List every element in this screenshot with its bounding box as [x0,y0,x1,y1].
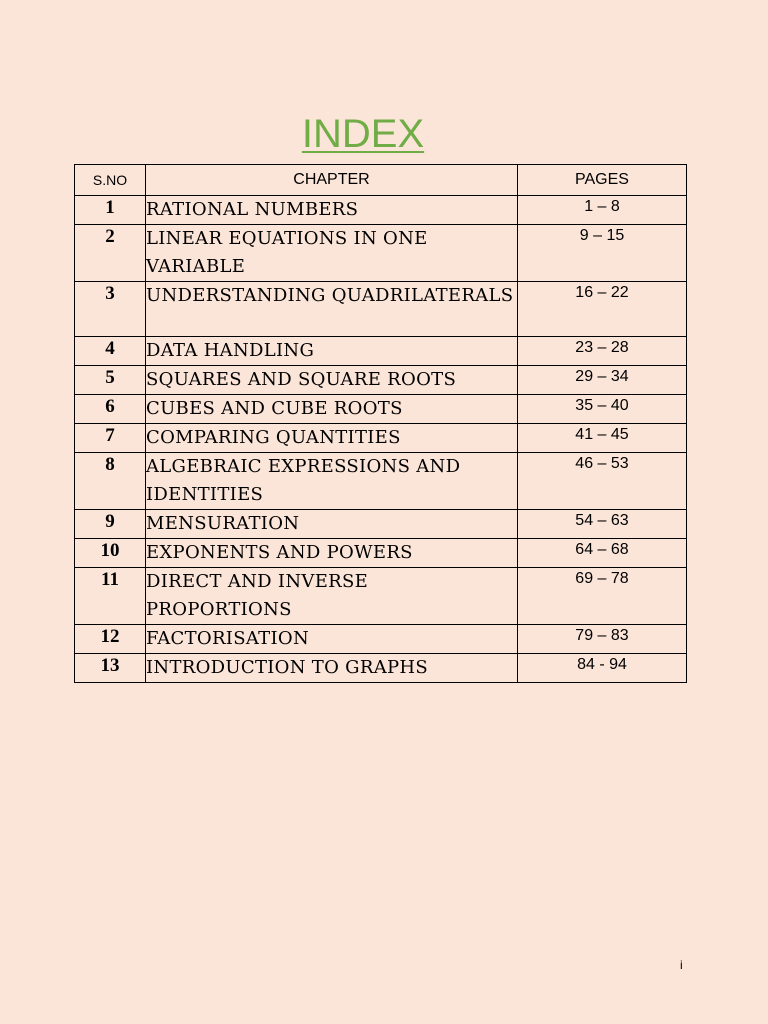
row-chapter: DATA HANDLING [146,337,518,366]
page-number: i [680,958,683,972]
header-chapter: CHAPTER [146,165,518,196]
row-pages: 35 – 40 [518,395,687,424]
row-sno: 13 [75,654,146,683]
row-chapter: FACTORISATION [146,625,518,654]
row-chapter: COMPARING QUANTITIES [146,424,518,453]
table-row [75,510,687,539]
row-pages: 23 – 28 [518,337,687,366]
index-table [74,164,687,683]
row-pages: 1 – 8 [518,196,687,225]
table-row [75,625,687,654]
row-chapter: DIRECT AND INVERSE PROPORTIONS [146,568,518,625]
row-chapter: INTRODUCTION TO GRAPHS [146,654,518,683]
index-title-text: INDEX [301,112,425,156]
row-chapter: SQUARES AND SQUARE ROOTS [146,366,518,395]
row-sno: 11 [75,568,146,625]
table-row [75,568,687,625]
table-row [75,225,687,282]
page-title [0,108,726,160]
header-sno: S.NO [75,165,146,196]
row-chapter: RATIONAL NUMBERS [146,196,518,225]
row-pages: 69 – 78 [518,568,687,625]
row-pages: 41 – 45 [518,424,687,453]
row-sno: 4 [75,337,146,366]
row-chapter: CUBES AND CUBE ROOTS [146,395,518,424]
row-sno: 10 [75,539,146,568]
row-pages: 16 – 22 [518,282,687,337]
row-sno: 6 [75,395,146,424]
table-row [75,424,687,453]
row-pages: 46 – 53 [518,453,687,510]
header-pages: PAGES [518,165,687,196]
table-row [75,366,687,395]
row-chapter: MENSURATION [146,510,518,539]
row-pages: 9 – 15 [518,225,687,282]
row-chapter: ALGEBRAIC EXPRESSIONS AND IDENTITIES [146,453,518,510]
row-sno: 5 [75,366,146,395]
row-chapter: UNDERSTANDING QUADRILATERALS [146,282,518,337]
row-pages: 54 – 63 [518,510,687,539]
row-pages: 64 – 68 [518,539,687,568]
row-pages: 79 – 83 [518,625,687,654]
row-sno: 8 [75,453,146,510]
row-sno: 2 [75,225,146,282]
table-row [75,453,687,510]
table-row [75,395,687,424]
table-row [75,654,687,683]
row-sno: 3 [75,282,146,337]
table-row [75,539,687,568]
row-chapter: LINEAR EQUATIONS IN ONE VARIABLE [146,225,518,282]
row-pages: 84 - 94 [518,654,687,683]
row-pages: 29 – 34 [518,366,687,395]
row-sno: 12 [75,625,146,654]
table-row [75,196,687,225]
row-sno: 7 [75,424,146,453]
row-sno: 1 [75,196,146,225]
row-sno: 9 [75,510,146,539]
row-chapter: EXPONENTS AND POWERS [146,539,518,568]
header-row [75,165,687,196]
table-row [75,337,687,366]
table-row [75,282,687,337]
